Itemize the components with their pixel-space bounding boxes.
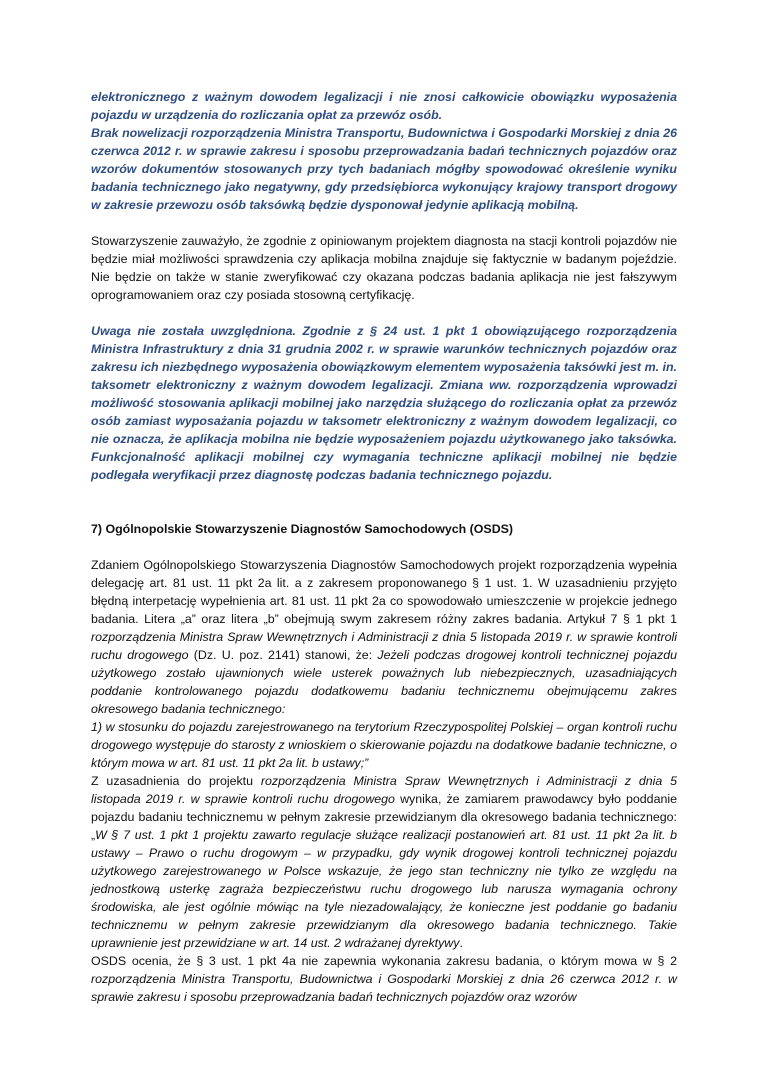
osds-paragraph-3 <box>91 952 677 1006</box>
quoted-provision-item: 1) w stosunku do pojazdu zarejestrowanego na terytorium Rzeczypospolitej Polskiej – organ kontroli ruchu drogowego występuje do starosty z wnioskiem o skierowanie pojazdu na dodatkowe badanie techniczne, o którym mowa w art. 81 ust. 11 pkt 2a lit. b ustawy;” <box>91 720 677 770</box>
legal-act-citation: rozporządzenia Ministra Spraw Wewnętrznych i Administracji z dnia 5 listopada 2019 r. w sprawie kontroli ruchu drogowego <box>91 774 677 806</box>
response-paragraph-1: elektronicznego z ważnym dowodem legalizacji i nie znosi całkowicie obowiązku wyposażenia pojazdu w urządzenia do rozliczania opłat za przewóz osób. <box>91 90 677 122</box>
quoted-provision: Jeżeli podczas drogowej kontroli technicznej pojazdu użytkowego zostało ujawnionych wiele usterek poważnych lub niebezpiecznych, uzasadniających poddanie kontrolowanego pojazdu dodatkowemu badaniu technicznemu obejmującemu zakres okresowego badania technicznego: <box>91 648 678 716</box>
section-heading: 7) Ogólnopolskie Stowarzyszenie Diagnostów Samochodowych (OSDS) <box>91 522 514 536</box>
response-paragraph-3: Uwaga nie została uwzględniona. Zgodnie z § 24 ust. 1 pkt 1 obowiązującego rozporządzenia Ministra Infrastruktury z dnia 31 grudnia 2002 r. w sprawie warunków technicznych pojazdów oraz zakresu ich niezbędnego wyposażenia obowiązkowym elementem wyposażenia taksówki jest m. in. taksometr elektroniczny z ważnym dowodem legalizacji. Zmiana ww. rozporządzenia wprowadzi możliwość stosowania aplikacji mobilnej jako narzędzia służącego do rozliczania opłat za przewóz osób zamiast wyposażania pojazdu w taksometr elektroniczny z ważnym dowodem legalizacji, co nie oznacza, że aplikacja mobilna nie będzie wyposażeniem pojazdu użytkowanego jako taksówka. Funkcjonalność aplikacji mobilnej czy wymagania techniczne aplikacji mobilnej nie będzie podlegała weryfikacji przez diagnostę podczas badania technicznego pojazdu. <box>91 324 677 482</box>
text-run: (Dz. U. poz. 2141) stanowi, że: <box>188 648 378 662</box>
osds-paragraph-1-quote <box>91 718 677 772</box>
spacer <box>91 214 677 232</box>
text-run: . <box>459 936 463 950</box>
legal-act-citation: rozporządzenia Ministra Transportu, Budownictwa i Gospodarki Morskiej z dnia 26 czerwca 2012 r. w sprawie zakresu i sposobu przeprowadzania badań technicznych pojazdów oraz wzorów <box>91 972 677 1004</box>
text-run: wynika, że zamiarem prawodawcy było poddanie pojazdu badaniu technicznemu w pełnym zakresie przewidzianym dla okresowego badania technicznego: „ <box>91 792 678 842</box>
osds-paragraph-2 <box>91 772 677 952</box>
spacer <box>91 502 677 520</box>
remark-paragraph: Stowarzyszenie zauważyło, że zgodnie z opiniowanym projektem diagnosta na stacji kontroli pojazdów nie będzie miał możliwości sprawdzenia czy aplikacja mobilna znajduje się faktycznie w badanym pojeździe. Nie będzie on także w stanie zweryfikować czy okazana podczas badania aplikacja nie jest fałszywym oprogramowaniem oraz czy posiada stosowną certyfikację. <box>91 234 677 302</box>
response-paragraph-2: Brak nowelizacji rozporządzenia Ministra Transportu, Budownictwa i Gospodarki Morskiej z dnia 26 czerwca 2012 r. w sprawie zakresu i sposobu przeprowadzania badań technicznych pojazdów oraz wzorów dokumentów stosowanych przy tych badaniach mógłby spowodować określenie wyniku badania technicznego jako negatywny, gdy przedsiębiorca wykonujący krajowy transport drogowy w zakresie przewozu osób taksówką będzie dysponował jedynie aplikacją mobilną. <box>91 126 677 212</box>
spacer <box>91 484 677 502</box>
text-run: Zdaniem Ogólnopolskiego Stowarzyszenia Diagnostów Samochodowych projekt rozporządzenia wypełnia delegację art. 81 ust. 11 pkt 2a lit. a z zakresem proponowanego § 1 ust. 1. W uzasadnieniu przyjęto błędną interpetację wypełnienia art. 81 ust. 11 pkt 2a co spowodowało umieszczenie w projekcie jednego badania. Litera „a” oraz litera „b” obejmują swym zakresem różny zakres badania. Artykuł 7 § 1 pkt 1 <box>91 558 677 626</box>
quoted-justification: W § 7 ust. 1 pkt 1 projektu zawarto regulacje służące realizacji postanowień art. 81 ust. 11 pkt 2a lit. b ustawy – Prawo o ruchu drogowym – w przypadku, gdy wynik drogowej kontroli technicznej pojazdu użytkowego zarejestrowanego w Polsce wskazuje, że jego stan techniczny nie tylko ze względu na jednostkową usterkę zagraża bezpieczeństwu ruchu drogowego lub narusza wymagania ochrony środowiska, ale jest ogólnie mówiąc na tyle niezadowalający, że konieczne jest poddanie go badaniu technicznemu w pełnym zakresie przewidzianym dla okresowego badania technicznego. Takie uprawnienie jest przewidziane w art. 14 ust. 2 wdrażanej dyrektywy <box>91 828 677 950</box>
spacer <box>91 304 677 322</box>
osds-paragraph-1 <box>91 556 677 718</box>
spacer <box>91 538 677 556</box>
legal-act-citation: rozporządzenia Ministra Spraw Wewnętrznych i Administracji z dnia 5 listopada 2019 r. w sprawie kontroli ruchu drogowego <box>91 630 677 662</box>
text-run: OSDS ocenia, że § 3 ust. 1 pkt 4a nie zapewnia wykonania zakresu badania, o którym mowa w § 2 <box>91 954 677 968</box>
text-run: Z uzasadnienia do projektu <box>91 774 261 788</box>
